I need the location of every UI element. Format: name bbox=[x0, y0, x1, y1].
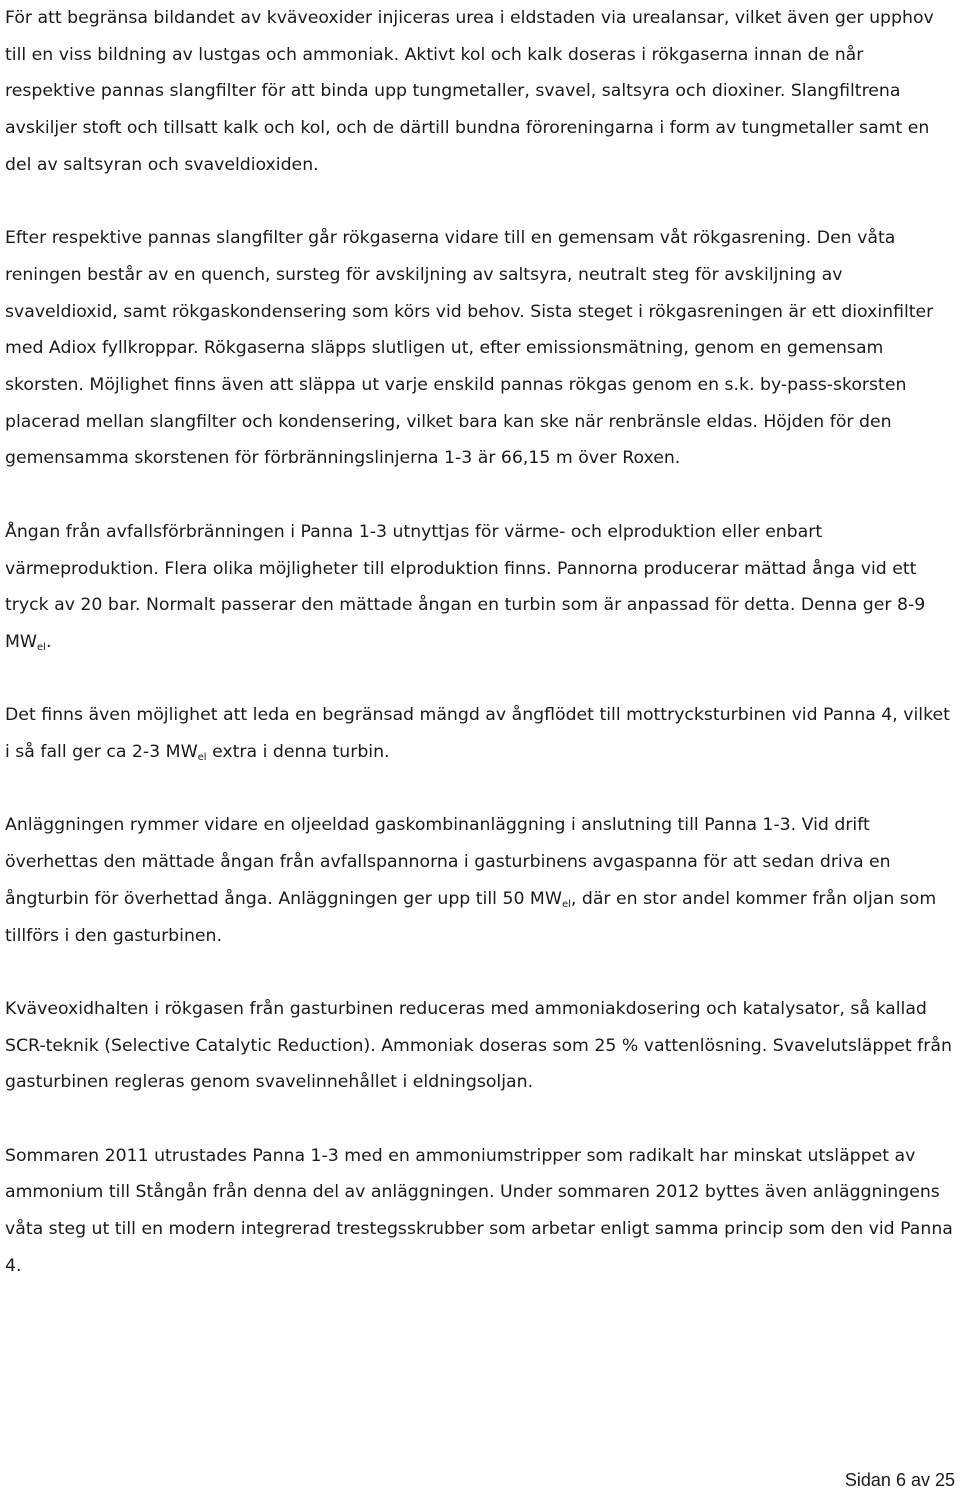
paragraph-text-end: extra i denna turbin. bbox=[206, 742, 390, 763]
paragraph-gaskombinanlaggning bbox=[5, 807, 955, 954]
paragraph-text: Anläggningen rymmer vidare en oljeeldad gaskombinanläggning i anslutning till Panna 1-3. Vid drift överhettas den mättade ångan från avfallspannorna i gasturbinens avgaspanna för att sedan driva en ångturbin för överhettad ånga. Anläggningen ger upp till 50 MW bbox=[5, 815, 891, 909]
paragraph-angproduktion bbox=[5, 514, 955, 661]
paragraph-rokgasrening-intro bbox=[5, 0, 955, 184]
paragraph-text-end: , där en stor andel kommer från oljan som tillförs i den gasturbinen. bbox=[5, 888, 937, 946]
paragraph-text: Ångan från avfallsförbränningen i Panna 1-3 utnyttjas för värme- och elproduktion eller enbart värmeproduktion. Flera olika möjligheter till elproduktion finns. Pannorna producerar mättad ånga vid ett tryck av 20 bar. Normalt passerar den mättade ångan en turbin som är anpassad för detta. Denna ger 8-9 MW bbox=[5, 521, 926, 652]
unit-subscript: el bbox=[37, 641, 46, 653]
paragraph-text: Sommaren 2011 utrustades Panna 1-3 med en ammoniumstripper som radikalt har minskat utsläppet av ammonium till Stångån från denna del av anläggningen. Under sommaren 2012 byttes även anläggningens våta steg ut till en modern integrerad trestegsskrubber som arbetar enligt samma princip som den vid Panna 4. bbox=[5, 1145, 953, 1276]
paragraph-text: Kväveoxidhalten i rökgasen från gasturbinen reduceras med ammoniakdosering och katalysator, så kallad SCR-teknik (Selective Catalytic Reduction). Ammoniak doseras som 25 % vattenlösning. Svavelutsläppet från gasturbinen regleras genom svavelinnehållet i eldningsoljan. bbox=[5, 998, 952, 1093]
paragraph-scr-teknik bbox=[5, 991, 955, 1101]
unit-subscript: el bbox=[561, 898, 571, 910]
paragraph-ammoniumstripper bbox=[5, 1138, 955, 1285]
paragraph-text: Det finns även möjlighet att leda en begränsad mängd av ångflödet till mottrycksturbinen vid Panna 4, vilket i så fall ger ca 2-3 MW bbox=[5, 705, 950, 763]
paragraph-text: Efter respektive pannas slangfilter går rökgaserna vidare till en gemensam våt rökgasrening. Den våta reningen består av en quench, sursteg för avskiljning av saltsyra, neutralt steg för avskiljning av svaveldioxid, samt rökgaskondensering som körs vid behov. Sista steget i rökgasreningen är ett dioxinfilter med Adiox fyllkroppar. Rökgaserna släpps slutligen ut, efter emissionsmätning, genom en gemensam skorsten. Möjlighet finns även att släppa ut varje enskild pannas rökgas genom en s.k. by-pass-skorsten placerad mellan slangfilter och kondensering, vilket bara kan ske när renbränsle eldas. Höjden för den gemensamma skorstenen för förbränningslinjerna 1-3 är 66,15 m över Roxen. bbox=[5, 228, 934, 469]
paragraph-text-end: . bbox=[45, 631, 52, 652]
paragraph-vat-rokgasrening bbox=[5, 220, 955, 477]
page-number: Sidan 6 av 25 bbox=[844, 1470, 955, 1490]
document-body bbox=[5, 0, 955, 1321]
paragraph-mottrycksturbin bbox=[5, 697, 955, 770]
paragraph-text: För att begränsa bildandet av kväveoxider injiceras urea i eldstaden via urealansar, vilket även ger upphov till en viss bildning av lustgas och ammoniak. Aktivt kol och kalk doseras i rökgaserna innan de når respektive pannas slangfilter för att binda upp tungmetaller, svavel, saltsyra och dioxiner. Slangfiltrena avskiljer stoft och tillsatt kalk och kol, och de därtill bundna föroreningarna i form av tungmetaller samt en del av saltsyran och svaveldioxiden. bbox=[5, 8, 934, 175]
unit-subscript: el bbox=[197, 752, 207, 764]
